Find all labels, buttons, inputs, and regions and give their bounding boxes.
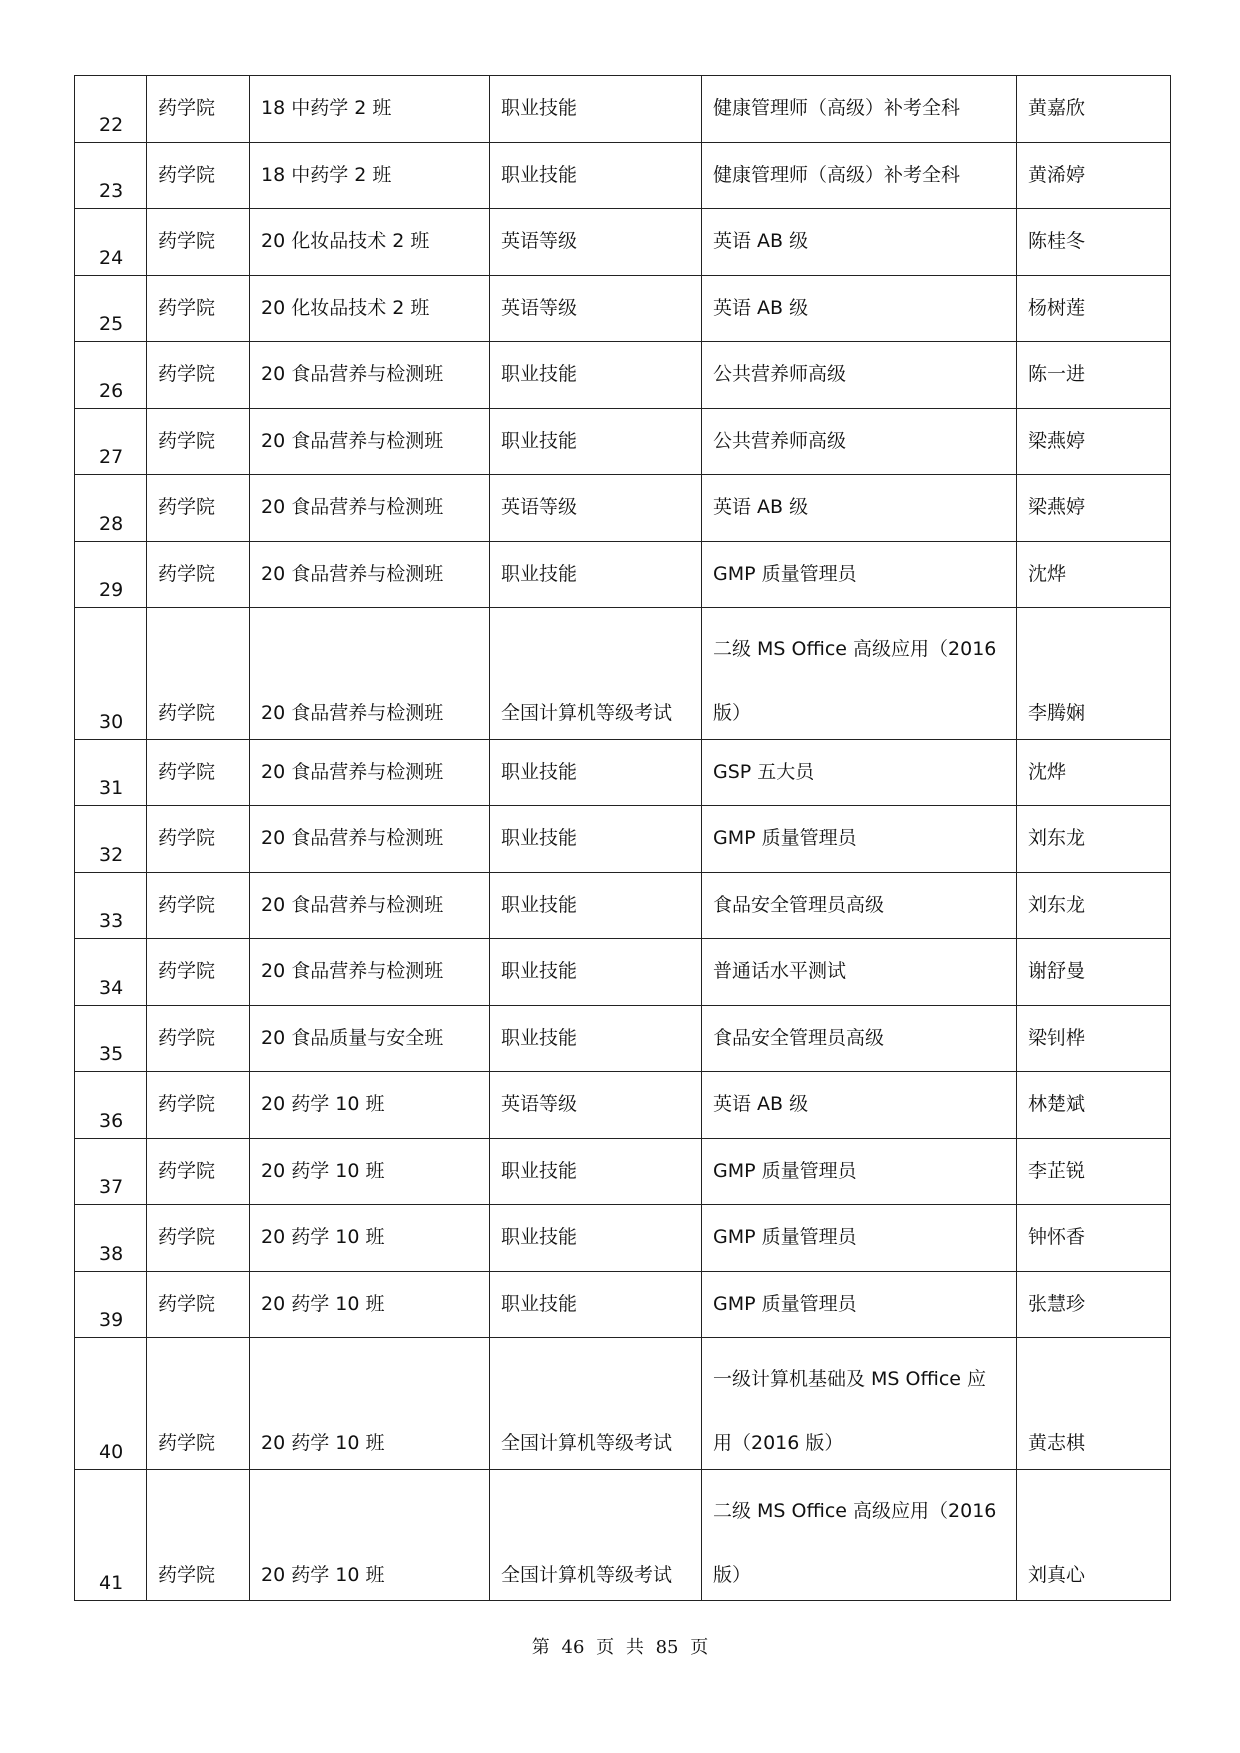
department-cell-text: 药学院 [158, 429, 216, 452]
department-cell [147, 1469, 250, 1601]
exam-type-cell-text: 职业技能 [501, 163, 578, 186]
class-cell [250, 142, 490, 209]
department-cell [147, 1205, 250, 1272]
student-name-cell-text: 杨树莲 [1028, 296, 1086, 319]
table-row [75, 608, 1171, 740]
row-number-cell [75, 1469, 147, 1601]
exam-item-cell-text: GMP 质量管理员 [713, 1292, 857, 1315]
department-cell [147, 608, 250, 740]
row-number-cell [75, 806, 147, 873]
exam-item-cell [702, 1138, 1017, 1205]
student-name-cell [1017, 342, 1171, 409]
table-row [75, 872, 1171, 939]
class-cell-text: 20 食品营养与检测班 [261, 960, 444, 982]
exam-item-cell-text: 英语 AB 级 [713, 230, 809, 252]
row-number-cell-text: 36 [99, 1109, 124, 1132]
exam-type-cell [490, 142, 702, 209]
student-name-cell [1017, 1138, 1171, 1205]
exam-type-cell [490, 872, 702, 939]
student-name-cell-text: 陈一进 [1028, 363, 1086, 385]
exam-item-cell-text: 普通话水平测试 [713, 960, 847, 982]
department-cell-text: 药学院 [158, 562, 216, 585]
row-number-cell [75, 1338, 147, 1470]
exam-item-cell [702, 1205, 1017, 1272]
department-cell [147, 209, 250, 276]
student-name-cell [1017, 1338, 1171, 1470]
row-number-cell [75, 342, 147, 409]
exam-item-cell-text: GMP 质量管理员 [713, 1159, 857, 1182]
exam-item-cell-text: 食品安全管理员高级 [713, 893, 885, 916]
student-name-cell [1017, 408, 1171, 475]
student-name-cell-text: 刘东龙 [1028, 827, 1086, 849]
row-number-cell [75, 475, 147, 542]
class-cell [250, 939, 490, 1006]
student-name-cell-text: 钟怀香 [1028, 1226, 1086, 1248]
student-name-cell [1017, 939, 1171, 1006]
row-number-cell-text: 38 [99, 1242, 124, 1265]
exam-item-cell [702, 1338, 1017, 1470]
department-cell-text: 药学院 [158, 760, 216, 783]
class-cell-text: 20 食品质量与安全班 [261, 1026, 444, 1049]
class-cell-text: 20 食品营养与检测班 [261, 893, 444, 916]
student-name-cell-text: 梁钊桦 [1028, 1026, 1086, 1049]
row-number-cell-text: 27 [99, 446, 124, 468]
exam-item-cell-text: GMP 质量管理员 [713, 562, 857, 585]
table-row [75, 1205, 1171, 1272]
department-cell-text: 药学院 [158, 163, 216, 186]
exam-type-cell-text: 职业技能 [501, 363, 578, 385]
table-row [75, 1338, 1171, 1470]
row-number-cell-text: 39 [99, 1309, 124, 1331]
class-cell [250, 1271, 490, 1338]
class-cell-text: 20 药学 10 班 [261, 1093, 385, 1115]
exam-type-cell [490, 475, 702, 542]
student-name-cell [1017, 608, 1171, 740]
student-name-cell-text: 刘东龙 [1028, 893, 1086, 916]
exam-item-cell [702, 739, 1017, 806]
table-row [75, 209, 1171, 276]
exam-type-cell [490, 806, 702, 873]
row-number-cell [75, 1271, 147, 1338]
student-name-cell-text: 张慧珍 [1028, 1292, 1086, 1315]
department-cell [147, 739, 250, 806]
department-cell-text: 药学院 [158, 1226, 216, 1248]
exam-type-cell [490, 209, 702, 276]
exam-type-cell-text: 职业技能 [501, 760, 578, 783]
exam-item-cell-text: 二级 MS Office 高级应用（2016 [713, 638, 997, 660]
table-row [75, 939, 1171, 1006]
exam-item-cell [702, 408, 1017, 475]
class-cell [250, 1072, 490, 1139]
table-row [75, 806, 1171, 873]
exam-type-cell [490, 1072, 702, 1139]
department-cell [147, 1072, 250, 1139]
exam-type-cell-text: 全国计算机等级考试 [501, 1432, 673, 1454]
row-number-cell-text: 23 [99, 180, 124, 202]
student-name-cell [1017, 1005, 1171, 1072]
row-number-cell-text: 40 [99, 1440, 124, 1463]
row-number-cell [75, 1138, 147, 1205]
exam-item-cell-text: 公共营养师高级 [713, 429, 847, 452]
department-cell-text: 药学院 [158, 893, 216, 916]
class-cell [250, 275, 490, 342]
department-cell-text: 药学院 [158, 827, 216, 849]
department-cell-text: 药学院 [158, 496, 216, 518]
class-cell [250, 806, 490, 873]
exam-item-cell-text: GMP 质量管理员 [713, 1226, 857, 1248]
exam-item-cell-text: GMP 质量管理员 [713, 827, 857, 849]
department-cell [147, 408, 250, 475]
exam-type-cell-text: 英语等级 [501, 496, 578, 518]
department-cell [147, 939, 250, 1006]
student-name-cell-text: 谢舒曼 [1028, 960, 1086, 982]
department-cell-text: 药学院 [158, 960, 216, 982]
class-cell [250, 342, 490, 409]
exam-item-cell-text: 健康管理师（高级）补考全科 [713, 163, 961, 186]
exam-type-cell [490, 1005, 702, 1072]
student-name-cell-text: 沈烨 [1028, 760, 1067, 783]
student-name-cell [1017, 475, 1171, 542]
table-row [75, 1271, 1171, 1338]
department-cell [147, 342, 250, 409]
exam-item-cell-text: 英语 AB 级 [713, 1093, 809, 1115]
exam-item-cell [702, 1469, 1017, 1601]
exam-type-cell-text: 职业技能 [501, 562, 578, 585]
department-cell-text: 药学院 [158, 363, 216, 385]
student-name-cell [1017, 872, 1171, 939]
row-number-cell-text: 24 [99, 246, 124, 269]
class-cell [250, 209, 490, 276]
department-cell [147, 76, 250, 143]
table-row [75, 739, 1171, 806]
exam-item-cell [702, 872, 1017, 939]
exam-type-cell-text: 全国计算机等级考试 [501, 1563, 673, 1586]
class-cell [250, 1205, 490, 1272]
row-number-cell-text: 26 [99, 379, 124, 402]
student-name-cell [1017, 275, 1171, 342]
exam-item-cell-text: 一级计算机基础及 MS Office 应 [713, 1368, 987, 1390]
department-cell [147, 1338, 250, 1470]
exam-type-cell-text: 职业技能 [501, 893, 578, 916]
exam-item-cell-text: 英语 AB 级 [713, 496, 809, 518]
department-cell-text: 药学院 [158, 1026, 216, 1049]
row-number-cell-text: 29 [99, 579, 124, 601]
exam-item-cell-text: 版） [713, 702, 752, 724]
class-cell [250, 76, 490, 143]
department-cell-text: 药学院 [158, 97, 216, 119]
class-cell-text: 20 食品营养与检测班 [261, 702, 444, 724]
exam-item-cell-text: GSP 五大员 [713, 760, 815, 783]
department-cell-text: 药学院 [158, 230, 216, 252]
exam-item-cell [702, 806, 1017, 873]
exam-item-cell-text: 食品安全管理员高级 [713, 1026, 885, 1049]
exam-item-cell [702, 608, 1017, 740]
student-name-cell-text: 李芷锐 [1028, 1159, 1086, 1182]
department-cell [147, 275, 250, 342]
student-name-cell [1017, 1072, 1171, 1139]
class-cell-text: 20 药学 10 班 [261, 1159, 385, 1182]
row-number-cell [75, 939, 147, 1006]
department-cell-text: 药学院 [158, 296, 216, 319]
row-number-cell [75, 739, 147, 806]
exam-type-cell-text: 全国计算机等级考试 [501, 702, 673, 724]
row-number-cell [75, 76, 147, 143]
department-cell-text: 药学院 [158, 1563, 216, 1586]
student-name-cell [1017, 209, 1171, 276]
class-cell-text: 20 药学 10 班 [261, 1292, 385, 1315]
class-cell-text: 20 食品营养与检测班 [261, 496, 444, 518]
class-cell [250, 1469, 490, 1601]
class-cell [250, 1005, 490, 1072]
class-cell-text: 20 食品营养与检测班 [261, 562, 444, 585]
department-cell [147, 1271, 250, 1338]
student-name-cell-text: 刘真心 [1028, 1563, 1086, 1586]
exam-type-cell-text: 英语等级 [501, 1093, 578, 1115]
exam-type-cell-text: 职业技能 [501, 960, 578, 982]
exam-type-cell [490, 1338, 702, 1470]
exam-item-cell [702, 275, 1017, 342]
exam-item-cell [702, 76, 1017, 143]
class-cell [250, 739, 490, 806]
row-number-cell [75, 408, 147, 475]
class-cell-text: 20 药学 10 班 [261, 1432, 385, 1454]
student-name-cell [1017, 1205, 1171, 1272]
department-cell [147, 475, 250, 542]
row-number-cell-text: 25 [99, 313, 124, 335]
student-name-cell [1017, 1469, 1171, 1601]
exam-type-cell-text: 职业技能 [501, 1159, 578, 1182]
exam-type-cell-text: 英语等级 [501, 230, 578, 252]
table-row [75, 1005, 1171, 1072]
student-name-cell-text: 沈烨 [1028, 562, 1067, 585]
exam-item-cell-text: 英语 AB 级 [713, 296, 809, 319]
exam-item-cell [702, 142, 1017, 209]
exam-type-cell-text: 职业技能 [501, 827, 578, 849]
exam-item-cell [702, 1005, 1017, 1072]
row-number-cell-text: 22 [99, 113, 124, 136]
class-cell [250, 408, 490, 475]
student-name-cell [1017, 142, 1171, 209]
table-row [75, 1138, 1171, 1205]
class-cell [250, 608, 490, 740]
exam-item-cell [702, 1271, 1017, 1338]
class-cell-text: 20 药学 10 班 [261, 1226, 385, 1248]
class-cell [250, 1138, 490, 1205]
exam-item-cell [702, 939, 1017, 1006]
exam-item-cell [702, 541, 1017, 608]
student-name-cell-text: 黄嘉欣 [1028, 97, 1086, 119]
row-number-cell-text: 30 [99, 710, 124, 733]
table-row [75, 475, 1171, 542]
class-cell [250, 1338, 490, 1470]
exam-type-cell [490, 1205, 702, 1272]
department-cell [147, 872, 250, 939]
row-number-cell [75, 1005, 147, 1072]
exam-type-cell [490, 76, 702, 143]
department-cell [147, 1005, 250, 1072]
department-cell [147, 541, 250, 608]
class-cell [250, 475, 490, 542]
exam-item-cell [702, 1072, 1017, 1139]
row-number-cell [75, 608, 147, 740]
department-cell-text: 药学院 [158, 1093, 216, 1115]
row-number-cell-text: 34 [99, 976, 124, 999]
exam-type-cell-text: 职业技能 [501, 1226, 578, 1248]
row-number-cell [75, 209, 147, 276]
student-name-cell-text: 梁燕婷 [1028, 496, 1086, 518]
exam-type-cell-text: 职业技能 [501, 429, 578, 452]
exam-type-cell [490, 939, 702, 1006]
row-number-cell [75, 1072, 147, 1139]
student-name-cell-text: 梁燕婷 [1028, 429, 1086, 452]
student-name-cell-text: 黄浠婷 [1028, 163, 1086, 186]
class-cell [250, 541, 490, 608]
row-number-cell-text: 41 [99, 1572, 124, 1594]
exam-type-cell [490, 739, 702, 806]
row-number-cell-text: 37 [99, 1176, 124, 1198]
exam-type-cell [490, 1138, 702, 1205]
records-table-body [75, 76, 1171, 1601]
row-number-cell-text: 33 [99, 910, 124, 932]
exam-type-cell [490, 275, 702, 342]
exam-type-cell [490, 1469, 702, 1601]
student-name-cell [1017, 541, 1171, 608]
class-cell-text: 20 化妆品技术 2 班 [261, 230, 430, 252]
records-table [74, 75, 1171, 1601]
row-number-cell-text: 35 [99, 1043, 124, 1065]
table-row [75, 142, 1171, 209]
class-cell-text: 20 食品营养与检测班 [261, 363, 444, 385]
department-cell [147, 1138, 250, 1205]
student-name-cell-text: 黄志棋 [1028, 1432, 1086, 1454]
student-name-cell [1017, 806, 1171, 873]
department-cell-text: 药学院 [158, 1292, 216, 1315]
department-cell-text: 药学院 [158, 1159, 216, 1182]
table-row [75, 408, 1171, 475]
class-cell-text: 20 食品营养与检测班 [261, 760, 444, 783]
row-number-cell [75, 872, 147, 939]
class-cell-text: 20 食品营养与检测班 [261, 429, 444, 452]
exam-type-cell-text: 职业技能 [501, 97, 578, 119]
class-cell-text: 18 中药学 2 班 [261, 97, 392, 119]
class-cell [250, 872, 490, 939]
page-footer: 第 46 页 共 85 页 [531, 1637, 709, 1658]
exam-type-cell [490, 608, 702, 740]
department-cell-text: 药学院 [158, 1432, 216, 1454]
row-number-cell [75, 142, 147, 209]
department-cell-text: 药学院 [158, 702, 216, 724]
exam-item-cell [702, 209, 1017, 276]
table-row [75, 342, 1171, 409]
exam-item-cell [702, 342, 1017, 409]
exam-item-cell-text: 用（2016 版） [713, 1432, 844, 1454]
class-cell-text: 20 药学 10 班 [261, 1563, 385, 1586]
exam-type-cell-text: 职业技能 [501, 1292, 578, 1315]
exam-item-cell-text: 公共营养师高级 [713, 363, 847, 385]
table-row [75, 1072, 1171, 1139]
table-row [75, 76, 1171, 143]
table-row [75, 275, 1171, 342]
exam-type-cell [490, 1271, 702, 1338]
student-name-cell-text: 林楚斌 [1028, 1093, 1086, 1115]
exam-item-cell-text: 版） [713, 1563, 752, 1586]
exam-item-cell-text: 二级 MS Office 高级应用（2016 [713, 1499, 997, 1522]
student-name-cell [1017, 739, 1171, 806]
exam-item-cell [702, 475, 1017, 542]
table-row [75, 1469, 1171, 1601]
exam-type-cell [490, 408, 702, 475]
exam-item-cell-text: 健康管理师（高级）补考全科 [713, 97, 961, 119]
class-cell-text: 20 化妆品技术 2 班 [261, 296, 430, 319]
class-cell-text: 20 食品营养与检测班 [261, 827, 444, 849]
exam-type-cell-text: 英语等级 [501, 296, 578, 319]
row-number-cell-text: 32 [99, 843, 124, 866]
row-number-cell-text: 31 [99, 777, 124, 799]
student-name-cell [1017, 1271, 1171, 1338]
class-cell-text: 18 中药学 2 班 [261, 163, 392, 186]
exam-type-cell [490, 342, 702, 409]
student-name-cell [1017, 76, 1171, 143]
exam-type-cell-text: 职业技能 [501, 1026, 578, 1049]
department-cell [147, 142, 250, 209]
row-number-cell [75, 1205, 147, 1272]
row-number-cell [75, 275, 147, 342]
row-number-cell [75, 541, 147, 608]
table-row [75, 541, 1171, 608]
department-cell [147, 806, 250, 873]
row-number-cell-text: 28 [99, 512, 124, 535]
student-name-cell-text: 李腾娴 [1028, 702, 1086, 724]
student-name-cell-text: 陈桂冬 [1028, 230, 1086, 252]
exam-type-cell [490, 541, 702, 608]
